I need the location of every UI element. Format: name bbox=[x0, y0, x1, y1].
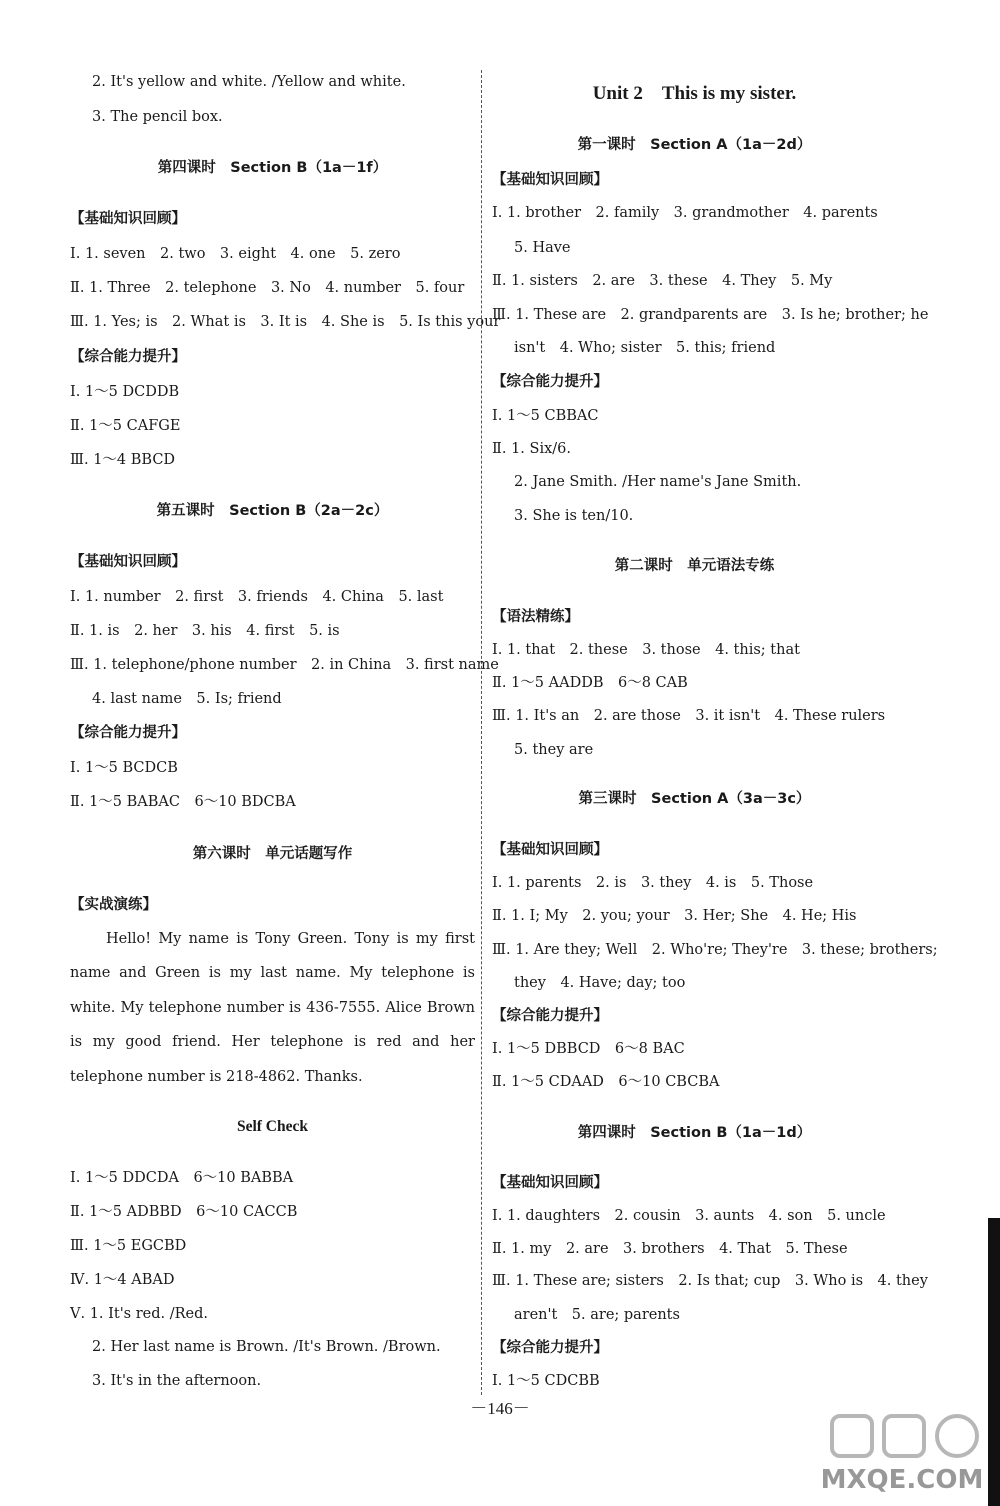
answer-line: Ⅲ. 1. Are they; Well 2. Who're; They're 3. these; brothers; bbox=[492, 942, 938, 958]
answer-line: Ⅱ. 1. Six/6. bbox=[492, 441, 571, 457]
section-heading: 第六课时 单元话题写作 bbox=[192, 846, 353, 862]
answer-line: Ⅲ. 1～5 EGCBD bbox=[70, 1238, 187, 1254]
answer-line: Ⅰ. 1. that 2. these 3. those 4. this; that bbox=[492, 642, 800, 658]
answer-line: 3. She is ten/10. bbox=[514, 508, 634, 524]
section-heading: 第五课时 Section B（2a－2c） bbox=[156, 503, 389, 519]
unit-title: Unit 2 This is my sister. bbox=[592, 83, 797, 104]
answer-line: 2. Jane Smith. /Her name's Jane Smith. bbox=[514, 474, 802, 490]
answer-line: 4. last name 5. Is; friend bbox=[92, 691, 282, 707]
answer-line: Ⅱ. 1. sisters 2. are 3. these 4. They 5. My bbox=[492, 273, 833, 289]
answer-line: Ⅱ. 1～5 CAFGE bbox=[70, 418, 181, 434]
answer-line: Ⅱ. 1. my 2. are 3. brothers 4. That 5. These bbox=[492, 1241, 848, 1257]
answer-line: 2. Her last name is Brown. /It's Brown. /Brown. bbox=[92, 1339, 441, 1355]
answer-line: 5. they are bbox=[514, 742, 594, 758]
subsection-label: 【基础知识回顾】 bbox=[492, 842, 608, 858]
subsection-label: 【实战演练】 bbox=[70, 897, 157, 913]
answer-line: 3. It's in the afternoon. bbox=[92, 1373, 262, 1389]
answer-line: Ⅰ. 1. parents 2. is 3. they 4. is 5. Those bbox=[492, 875, 814, 891]
answer-line: 3. The pencil box. bbox=[92, 109, 223, 125]
answer-line: Ⅰ. 1～5 DCDDB bbox=[70, 384, 180, 400]
subsection-label: 【综合能力提升】 bbox=[492, 1008, 608, 1024]
answer-line: Ⅱ. 1. is 2. her 3. his 4. first 5. is bbox=[70, 623, 340, 639]
answer-line: Ⅰ. 1. number 2. first 3. friends 4. China 5. last bbox=[70, 589, 444, 605]
answer-line: aren't 5. are; parents bbox=[514, 1307, 680, 1323]
answer-line: 2. It's yellow and white. /Yellow and white. bbox=[92, 74, 406, 90]
answer-line: Ⅱ. 1～5 ADBBD 6～10 CACCB bbox=[70, 1204, 298, 1220]
answer-line: Ⅰ. 1～5 DBBCD 6～8 BAC bbox=[492, 1041, 685, 1057]
essay-paragraph: Hello! My name is Tony Green. Tony is my first name and Green is my last name. My telephone is white. My telephone number is 436-7555. Alice Brown is my good friend. Her telephone is red and her telephone number is 218-4862. Thanks. bbox=[70, 931, 475, 1085]
answer-line: Ⅱ. 1. I; My 2. you; your 3. Her; She 4. He; His bbox=[492, 908, 857, 924]
answer-line: Ⅱ. 1. Three 2. telephone 3. No 4. number 5. four bbox=[70, 280, 465, 296]
answer-line: Ⅲ. 1～4 BBCD bbox=[70, 452, 176, 468]
section-heading: Self Check bbox=[236, 1118, 309, 1135]
answer-line: Ⅳ. 1～4 ABAD bbox=[70, 1272, 175, 1288]
subsection-label: 【综合能力提升】 bbox=[492, 1340, 608, 1356]
answer-line: Ⅲ. 1. Yes; is 2. What is 3. It is 4. She is 5. Is this your bbox=[70, 314, 501, 330]
answer-line: Ⅲ. 1. These are; sisters 2. Is that; cup 3. Who is 4. they bbox=[492, 1273, 928, 1289]
subsection-label: 【基础知识回顾】 bbox=[492, 1175, 608, 1191]
answer-line: Ⅰ. 1. brother 2. family 3. grandmother 4. parents bbox=[492, 205, 878, 221]
answer-line: Ⅱ. 1～5 CDAAD 6～10 CBCBA bbox=[492, 1074, 720, 1090]
section-heading: 第四课时 Section B（1a－1f） bbox=[157, 160, 388, 176]
subsection-label: 【基础知识回顾】 bbox=[70, 554, 186, 570]
subsection-label: 【综合能力提升】 bbox=[70, 725, 186, 741]
answer-line: Ⅱ. 1～5 BABAC 6～10 BDCBA bbox=[70, 794, 296, 810]
answer-line: Ⅴ. 1. It's red. /Red. bbox=[70, 1306, 209, 1322]
answer-line: Ⅰ. 1. seven 2. two 3. eight 4. one 5. zero bbox=[70, 246, 401, 262]
answer-line: Ⅰ. 1～5 CBBAC bbox=[492, 408, 599, 424]
section-heading: 第三课时 Section A（3a－3c） bbox=[578, 791, 811, 807]
answer-line: Ⅰ. 1～5 CDCBB bbox=[492, 1373, 600, 1389]
section-heading: 第一课时 Section A（1a－2d） bbox=[577, 137, 812, 153]
answer-line: isn't 4. Who; sister 5. this; friend bbox=[514, 340, 776, 356]
answer-line: they 4. Have; day; too bbox=[514, 975, 686, 991]
answer-line: Ⅲ. 1. It's an 2. are those 3. it isn't 4. These rulers bbox=[492, 708, 886, 724]
answer-line: 5. Have bbox=[514, 240, 571, 256]
watermark-text: MXQE.COM bbox=[820, 1465, 984, 1495]
column-divider bbox=[481, 70, 482, 1395]
answer-line: Ⅱ. 1～5 AADDB 6～8 CAB bbox=[492, 675, 688, 691]
subsection-label: 【综合能力提升】 bbox=[492, 374, 608, 390]
subsection-label: 【基础知识回顾】 bbox=[492, 172, 608, 188]
watermark-logo bbox=[812, 1408, 992, 1498]
subsection-label: 【综合能力提升】 bbox=[70, 349, 186, 365]
page-number: －146－ bbox=[470, 1399, 530, 1418]
subsection-label: 【基础知识回顾】 bbox=[70, 211, 186, 227]
answer-line: Ⅰ. 1～5 BCDCB bbox=[70, 760, 178, 776]
section-heading: 第四课时 Section B（1a－1d） bbox=[577, 1125, 812, 1141]
answer-line: Ⅰ. 1～5 DDCDA 6～10 BABBA bbox=[70, 1170, 294, 1186]
section-heading: 第二课时 单元语法专练 bbox=[614, 558, 775, 574]
answer-line: Ⅲ. 1. These are 2. grandparents are 3. Is he; brother; he bbox=[492, 307, 929, 323]
answer-line: Ⅲ. 1. telephone/phone number 2. in China 3. first name bbox=[70, 657, 499, 673]
answer-line: Ⅰ. 1. daughters 2. cousin 3. aunts 4. son 5. uncle bbox=[492, 1208, 886, 1224]
subsection-label: 【语法精练】 bbox=[492, 609, 579, 625]
